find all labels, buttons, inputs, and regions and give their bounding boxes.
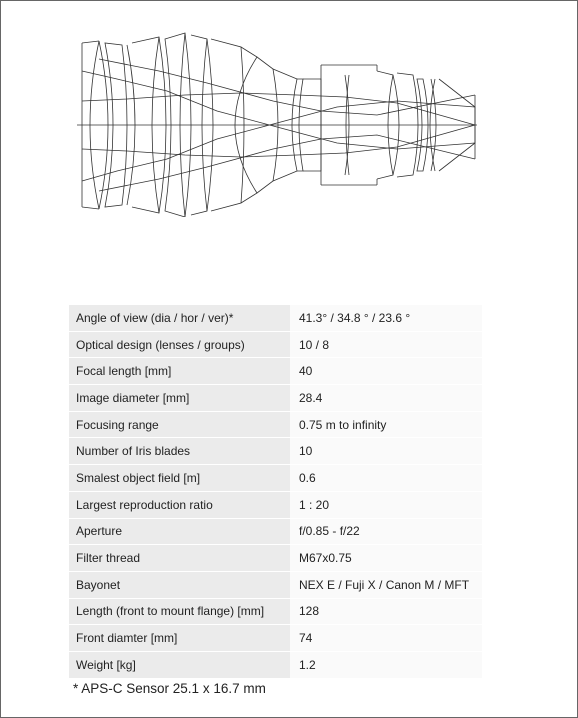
table-row [69, 625, 482, 652]
spec-label: Angle of view (dia / hor / ver)* [69, 305, 290, 331]
spec-label: Smalest object field [m] [69, 465, 290, 492]
table-row [69, 518, 482, 545]
spec-label: Focusing range [69, 411, 290, 438]
spec-value: 0.6 [290, 465, 482, 492]
spec-label: Bayonet [69, 571, 290, 598]
table-row [69, 438, 482, 465]
spec-label: Weight [kg] [69, 651, 290, 678]
spec-value: NEX E / Fuji X / Canon M / MFT [290, 571, 482, 598]
table-row [69, 651, 482, 678]
spec-label: Focal length [mm] [69, 358, 290, 385]
spec-value: 10 [290, 438, 482, 465]
spec-label: Number of Iris blades [69, 438, 290, 465]
spec-label: Optical design (lenses / groups) [69, 331, 290, 358]
spec-label: Length (front to mount flange) [mm] [69, 598, 290, 625]
spec-value: 128 [290, 598, 482, 625]
spec-label: Largest reproduction ratio [69, 491, 290, 518]
table-row [69, 598, 482, 625]
spec-value: 28.4 [290, 385, 482, 412]
ray-trace-oblique-2 [82, 101, 475, 181]
spec-value: 41.3° / 34.8 ° / 23.6 ° [290, 305, 482, 331]
spec-value: 10 / 8 [290, 331, 482, 358]
table-row [69, 358, 482, 385]
ray-trace-lower [82, 125, 475, 157]
spec-label: Front diamter [mm] [69, 625, 290, 652]
spec-value: f/0.85 - f/22 [290, 518, 482, 545]
table-row [69, 305, 482, 331]
ray-trace-oblique-1 [82, 71, 475, 149]
spec-value: 74 [290, 625, 482, 652]
spec-value: 1.2 [290, 651, 482, 678]
table-row [69, 545, 482, 572]
table-row [69, 385, 482, 412]
lens-diagram-svg [77, 31, 479, 217]
table-row [69, 571, 482, 598]
spec-label: Aperture [69, 518, 290, 545]
table-row [69, 465, 482, 492]
spec-value: 40 [290, 358, 482, 385]
spec-label: Image diameter [mm] [69, 385, 290, 412]
ray-trace-upper [82, 93, 475, 125]
spec-value: 0.75 m to infinity [290, 411, 482, 438]
sensor-footnote: * APS-C Sensor 25.1 x 16.7 mm [73, 681, 266, 696]
table-row [69, 411, 482, 438]
lens-diagram [77, 31, 479, 217]
spec-value: 1 : 20 [290, 491, 482, 518]
spec-label: Filter thread [69, 545, 290, 572]
table-row [69, 491, 482, 518]
spec-value: M67x0.75 [290, 545, 482, 572]
spec-table [69, 305, 482, 679]
table-row [69, 331, 482, 358]
